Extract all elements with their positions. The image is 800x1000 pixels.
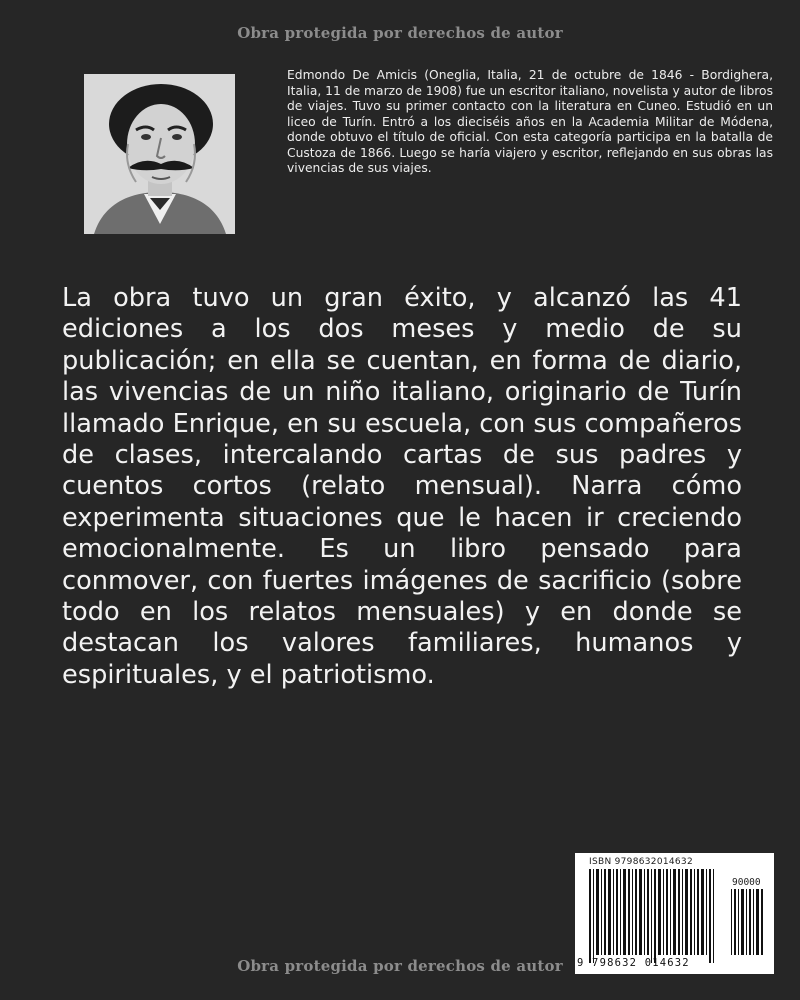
copyright-watermark-bottom: Obra protegida por derechos de autor [237, 957, 563, 975]
barcode-digits: 9 798632 014632 [577, 957, 690, 969]
copyright-watermark-top: Obra protegida por derechos de autor [237, 24, 563, 42]
isbn-label: ISBN 9798632014632 [589, 857, 693, 867]
barcode-bars [575, 853, 774, 974]
price-code: 90000 [732, 877, 761, 888]
isbn-barcode [575, 853, 774, 974]
author-portrait-image [84, 74, 235, 234]
book-synopsis: La obra tuvo un gran éxito, y alcanzó las 41 ediciones a los dos meses y medio de su publicación; en ella se cuentan, en forma de diario, las vivencias de un niño italiano, originario de Turín llamado Enrique, en su escuela, con sus compañeros de clases, intercalando cartas de sus padres y cuentos cortos (relato mensual). Narra cómo experimenta situaciones que le hacen ir creciendo emocionalmente. Es un libro pensado para conmover, con fuertes imágenes de sacrificio (sobre todo en los relatos mensuales) y en donde se destacan los valores familiares, humanos y espirituales, y el patriotismo. [62, 283, 742, 690]
author-portrait [84, 74, 235, 234]
author-biography: Edmondo De Amicis (Oneglia, Italia, 21 de octubre de 1846 - Bordighera, Italia, 11 de marzo de 1908) fue un escritor italiano, novelista y autor de libros de viajes. Tuvo su primer contacto con la literatura en Cuneo. Estudió en un liceo de Turín. Entró a los dieciséis años en la Academia Militar de Módena, donde obtuvo el título de oficial. Con esta categoría participa en la batalla de Custoza de 1866. Luego se haría viajero y escritor, reflejando en sus obras las vivencias de sus viajes. [287, 68, 773, 175]
